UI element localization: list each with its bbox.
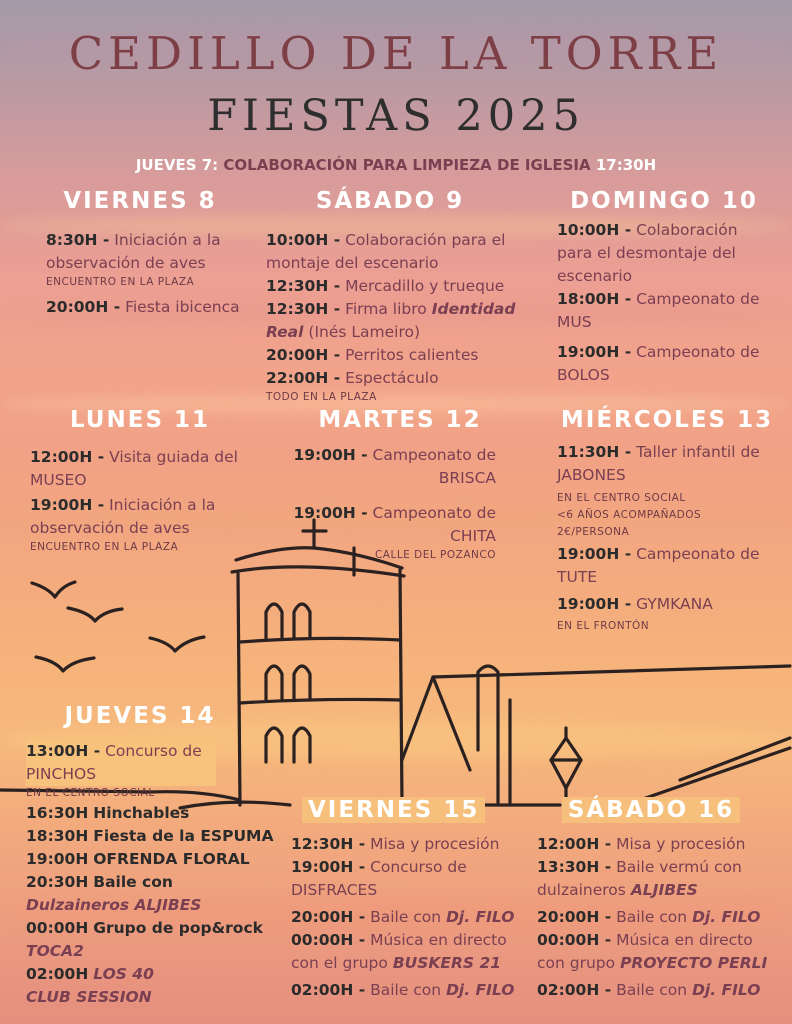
event-item: 11:30H - Taller infantil de JABONES bbox=[557, 443, 760, 484]
event-note: EN EL CENTRO SOCIAL bbox=[557, 492, 686, 504]
day-block-viernes-15 bbox=[291, 833, 531, 1002]
day-block-viernes-8 bbox=[46, 229, 246, 319]
day-block-martes-12 bbox=[278, 444, 496, 562]
day-heading-sabado-16: SÁBADO 16 bbox=[556, 797, 746, 823]
event-item: 13:00H - Concurso de PINCHOS bbox=[26, 740, 216, 786]
event-note: EN EL FRONTÓN bbox=[557, 620, 650, 632]
day-block-domingo-10 bbox=[557, 219, 777, 387]
poster-title-village: CEDILLO DE LA TORRE bbox=[68, 27, 724, 80]
street-lamp-icon bbox=[551, 728, 581, 800]
event-item: 02:00H - Baile con Dj. FILO bbox=[291, 981, 515, 999]
day-block-miercoles-13 bbox=[557, 441, 779, 633]
event-item: 20:00H - Baile con Dj. FILO bbox=[291, 908, 515, 926]
event-item: 20:00H - Perritos calientes bbox=[266, 346, 479, 364]
day-heading-sabado-9: SÁBADO 9 bbox=[315, 188, 465, 214]
event-note: EN EL CENTRO SOCIAL bbox=[26, 787, 155, 799]
day-block-sabado-16 bbox=[537, 833, 785, 1002]
event-item: 12:30H - Firma libro Identidad Real (Inés Lameiro) bbox=[266, 300, 516, 341]
event-item: 19:00H - Campeonato de BRISCA bbox=[293, 446, 496, 487]
event-note: CALLE DEL POZANCO bbox=[374, 549, 496, 561]
event-item: 12:00H - Misa y procesión bbox=[537, 835, 746, 853]
event-item: 20:00H - Fiesta ibicenca bbox=[46, 298, 240, 316]
day-heading-viernes-8: VIERNES 8 bbox=[63, 188, 217, 214]
event-note: 2€/PERSONA bbox=[557, 526, 630, 538]
day-heading-miercoles-13: MIÉRCOLES 13 bbox=[560, 407, 774, 433]
day-block-lunes-11 bbox=[30, 446, 252, 554]
day-heading-domingo-10: DOMINGO 10 bbox=[570, 188, 758, 214]
event-item: 19:00H - Iniciación a la observación de aves bbox=[30, 496, 216, 537]
day-heading-martes-12: MARTES 12 bbox=[318, 407, 482, 433]
event-item: 02:00H - Baile con Dj. FILO bbox=[537, 981, 761, 999]
poster-title-fiestas: FIESTAS 2025 bbox=[207, 91, 585, 141]
pre-event-day: JUEVES 7: bbox=[135, 156, 219, 174]
event-item: 20:00H - Baile con Dj. FILO bbox=[537, 908, 761, 926]
event-item: 12:00H - Visita guiada del MUSEO bbox=[30, 448, 238, 489]
event-note: ENCUENTRO EN LA PLAZA bbox=[30, 541, 179, 553]
event-item: 10:00H - Colaboración para el montaje del escenario bbox=[266, 231, 506, 272]
event-item: 00:00H - Música en directo con grupo PROYECTO PERLI bbox=[537, 931, 768, 972]
event-item: 19:00H - Campeonato de CHITA bbox=[293, 504, 496, 545]
event-item: 12:30H - Mercadillo y trueque bbox=[266, 277, 505, 295]
pre-event-activity: COLABORACIÓN PARA LIMPIEZA DE IGLESIA bbox=[223, 156, 591, 174]
event-item: 12:30H - Misa y procesión bbox=[291, 835, 500, 853]
event-item: 20:30H Baile con Dulzaineros ALJIBES bbox=[26, 873, 202, 914]
day-block-sabado-9 bbox=[266, 229, 532, 404]
day-heading-viernes-15: VIERNES 15 bbox=[302, 797, 482, 823]
event-item: 18:30H Fiesta de la ESPUMA bbox=[26, 827, 274, 845]
event-item: 19:00H - Concurso de DISFRACES bbox=[291, 858, 467, 899]
pre-event-time: 17:30H bbox=[595, 156, 657, 174]
event-item: 19:00H - Campeonato de TUTE bbox=[557, 545, 760, 586]
event-item: 19:00H OFRENDA FLORAL bbox=[26, 850, 250, 868]
day-heading-lunes-11: LUNES 11 bbox=[69, 407, 211, 433]
event-item: 19:00H - Campeonato de BOLOS bbox=[557, 343, 760, 384]
event-item: 10:00H - Colaboración para el desmontaje del escenario bbox=[557, 221, 738, 285]
event-item: 13:30H - Baile vermú con dulzaineros ALJIBES bbox=[537, 858, 742, 899]
event-item: 00:00H Grupo de pop&rock TOCA2 bbox=[26, 919, 263, 960]
pre-event-line bbox=[0, 156, 792, 174]
event-item: 22:00H - Espectáculo bbox=[266, 369, 439, 387]
event-item: 19:00H - GYMKANA bbox=[557, 595, 713, 613]
event-item: 00:00H - Música en directo con el grupo BUSKERS 21 bbox=[291, 931, 507, 972]
birds-icon bbox=[32, 582, 204, 671]
day-block-jueves-14 bbox=[26, 740, 276, 1009]
event-item: 18:00H - Campeonato de MUS bbox=[557, 290, 760, 331]
event-item: 8:30H - Iniciación a la observación de aves bbox=[46, 231, 221, 272]
day-heading-jueves-14: JUEVES 14 bbox=[64, 703, 216, 729]
event-note: TODO EN LA PLAZA bbox=[266, 391, 377, 403]
event-note: ENCUENTRO EN LA PLAZA bbox=[46, 276, 195, 288]
event-item: 02:00H LOS 40 CLUB SESSION bbox=[26, 965, 154, 1006]
event-note: <6 AÑOS ACOMPAÑADOS bbox=[557, 509, 702, 521]
event-item: 16:30H Hinchables bbox=[26, 804, 190, 822]
